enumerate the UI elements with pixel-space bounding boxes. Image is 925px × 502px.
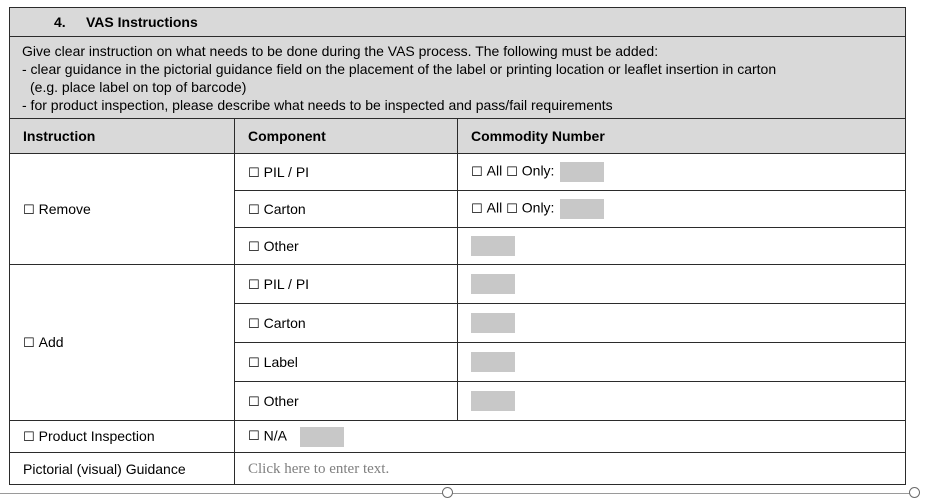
pictorial-guidance-label: Pictorial (visual) Guidance: [10, 453, 235, 485]
intro-line-3: (e.g. place label on top of barcode): [30, 79, 247, 95]
add-label-commodity: [458, 343, 906, 382]
remove-carton-checkbox[interactable]: ☐: [248, 202, 260, 218]
add-pil-label: PIL / PI: [263, 275, 310, 292]
add-pil-commodity: [458, 265, 906, 304]
intro-row: [10, 37, 906, 119]
remove-pil-component: [235, 154, 458, 191]
remove-pil-only-field[interactable]: [560, 162, 604, 182]
intro-text: [10, 37, 906, 119]
product-inspection-row: [10, 421, 906, 453]
section-header-row: [10, 8, 906, 37]
section-title-text: VAS Instructions: [86, 14, 198, 30]
add-carton-label: Carton: [263, 314, 306, 331]
pictorial-guidance-placeholder: Click here to enter text.: [248, 460, 390, 477]
remove-checkbox[interactable]: ☐: [23, 202, 35, 218]
remove-other-label: Other: [263, 237, 299, 254]
add-row-pil: [10, 265, 906, 304]
remove-carton-commodity: [458, 191, 906, 228]
remove-other-component: [235, 228, 458, 265]
section-title: [10, 8, 906, 37]
add-other-label: Other: [263, 392, 299, 409]
remove-pil-commodity: [458, 154, 906, 191]
product-inspection-cell: [10, 421, 235, 453]
add-carton-commodity: [458, 304, 906, 343]
header-component: Component: [235, 119, 458, 154]
add-other-component: [235, 382, 458, 421]
remove-carton-only-label: Only:: [521, 199, 555, 216]
remove-instruction-cell: [10, 154, 235, 265]
add-label-component: [235, 343, 458, 382]
add-checkbox[interactable]: ☐: [23, 336, 35, 351]
add-other-checkbox[interactable]: ☐: [248, 394, 260, 410]
remove-other-commodity: [458, 228, 906, 265]
add-pil-checkbox[interactable]: ☐: [248, 277, 260, 293]
remove-carton-only-field[interactable]: [560, 199, 604, 219]
add-label-field[interactable]: [471, 352, 515, 372]
remove-pil-only-label: Only:: [521, 162, 555, 179]
product-inspection-field[interactable]: [300, 427, 344, 447]
resize-handle-bottom-center[interactable]: [442, 487, 453, 498]
product-inspection-label: Product Inspection: [38, 428, 155, 444]
add-other-field[interactable]: [471, 391, 515, 411]
column-header-row: [10, 119, 906, 154]
intro-line-2: - clear guidance in the pictorial guidance field on the placement of the label or printing location or leaflet insertion in carton: [22, 61, 777, 77]
remove-label: Remove: [38, 200, 91, 217]
add-carton-component: [235, 304, 458, 343]
remove-carton-only-checkbox[interactable]: ☐: [506, 201, 518, 217]
product-inspection-checkbox[interactable]: ☐: [23, 430, 35, 445]
product-inspection-details: [235, 421, 906, 453]
remove-carton-component: [235, 191, 458, 228]
add-label-checkbox[interactable]: ☐: [248, 355, 260, 371]
vas-instructions-table: [9, 7, 906, 485]
intro-line-1: Give clear instruction on what needs to be done during the VAS process. The following must be added:: [22, 43, 659, 59]
add-instruction-cell: [10, 265, 235, 421]
remove-other-field[interactable]: [471, 236, 515, 256]
na-label: N/A: [263, 427, 287, 444]
remove-pil-all-label: All: [486, 162, 503, 179]
add-other-commodity: [458, 382, 906, 421]
remove-carton-all-checkbox[interactable]: ☐: [471, 201, 483, 217]
header-instruction: Instruction: [10, 119, 235, 154]
add-pil-component: [235, 265, 458, 304]
na-checkbox[interactable]: ☐: [248, 429, 260, 445]
section-number: 4.: [54, 14, 66, 30]
add-carton-checkbox[interactable]: ☐: [248, 316, 260, 332]
selection-frame-bottom-edge: [0, 493, 916, 494]
intro-line-4: - for product inspection, please describe what needs to be inspected and pass/fail requirements: [22, 97, 613, 113]
pictorial-guidance-row: [10, 453, 906, 485]
remove-carton-label: Carton: [263, 200, 306, 217]
remove-pil-label: PIL / PI: [263, 163, 310, 180]
pictorial-guidance-input[interactable]: [235, 453, 906, 485]
add-pil-field[interactable]: [471, 274, 515, 294]
remove-carton-all-label: All: [486, 199, 503, 216]
remove-other-checkbox[interactable]: ☐: [248, 239, 260, 255]
add-label: Add: [38, 334, 64, 350]
remove-row-pil: [10, 154, 906, 191]
resize-handle-bottom-right[interactable]: [909, 487, 920, 498]
remove-pil-checkbox[interactable]: ☐: [248, 165, 260, 181]
header-commodity-number: Commodity Number: [458, 119, 906, 154]
remove-pil-only-checkbox[interactable]: ☐: [506, 164, 518, 180]
remove-pil-all-checkbox[interactable]: ☐: [471, 164, 483, 180]
add-carton-field[interactable]: [471, 313, 515, 333]
add-label-label: Label: [263, 353, 298, 370]
